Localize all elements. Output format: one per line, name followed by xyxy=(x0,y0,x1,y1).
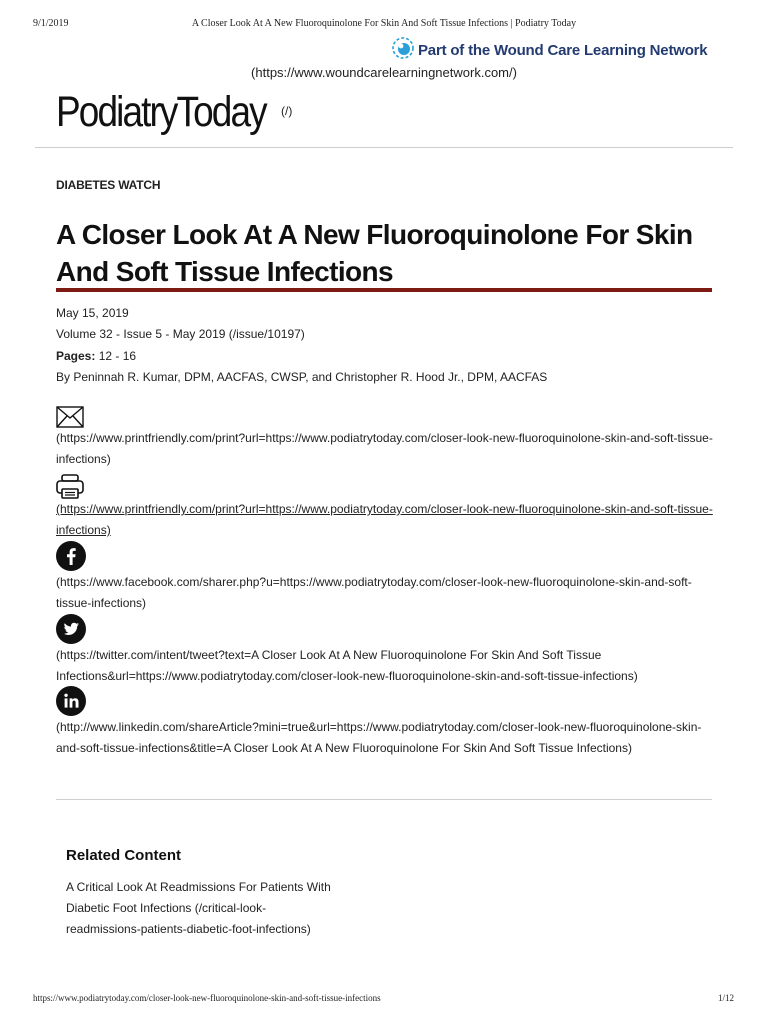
print-header-title: A Closer Look At A New Fluoroquinolone For Skin And Soft Tissue Infections | Podiatry Today xyxy=(191,18,577,29)
content-divider xyxy=(56,799,712,800)
network-banner[interactable] xyxy=(392,37,707,64)
article-date: May 15, 2019 xyxy=(56,306,129,320)
section-label[interactable]: DIABETES WATCH xyxy=(56,178,161,192)
header-divider xyxy=(35,147,733,148)
issue-link[interactable]: Volume 32 - Issue 5 - May 2019 (/issue/10197) xyxy=(56,327,305,341)
print-share-link[interactable]: (https://www.printfriendly.com/print?url=https://www.podiatrytoday.com/closer-look-new-fluoroquinolone-skin-and-soft-tissue-infections) xyxy=(56,502,713,537)
twitter-icon[interactable] xyxy=(56,614,86,649)
print-header-date: 9/1/2019 xyxy=(33,18,69,29)
article-byline: By Peninnah R. Kumar, DPM, AACFAS, CWSP, and Christopher R. Hood Jr., DPM, AACFAS xyxy=(56,370,548,384)
related-content-heading: Related Content xyxy=(66,847,182,864)
pages-value: 12 - 16 xyxy=(98,349,137,363)
network-label: Part of the Wound Care Learning Network xyxy=(418,42,708,59)
related-content-link[interactable]: A Critical Look At Readmissions For Patients With Diabetic Foot Infections (/critical-look-readmissions-patients-diabetic-foot-infections) xyxy=(66,880,331,936)
linkedin-share-link[interactable]: (http://www.linkedin.com/shareArticle?mini=true&url=https://www.podiatrytoday.com/closer-look-new-fluoroquinolone-skin-and-soft-tissue-infections&title=A Closer Look At A New Fluoroquinolone For Skin And Soft Tissue Infections) xyxy=(56,720,702,755)
facebook-icon[interactable] xyxy=(56,541,86,576)
print-footer-url: https://www.podiatrytoday.com/closer-look-new-fluoroquinolone-skin-and-soft-tissue-infections xyxy=(33,993,381,1003)
network-link[interactable]: (https://www.woundcarelearningnetwork.com/) xyxy=(251,65,517,80)
article-pages xyxy=(56,349,136,363)
home-link[interactable]: (/) xyxy=(281,104,293,118)
wound-care-network-logo-icon xyxy=(392,37,414,64)
print-footer-page-number: 1/12 xyxy=(717,993,734,1003)
pages-label: Pages: xyxy=(56,349,96,363)
article-title: A Closer Look At A New Fluoroquinolone For Skin And Soft Tissue Infections xyxy=(56,219,693,287)
title-underline xyxy=(56,288,712,292)
twitter-share-link[interactable]: (https://twitter.com/intent/tweet?text=A Closer Look At A New Fluoroquinolone For Skin And Soft Tissue Infections&url=https://www.podiatrytoday.com/closer-look-new-fluoroquinolone-skin-and-soft-tissue-infections) xyxy=(56,648,638,683)
site-logo[interactable]: PodiatryToday xyxy=(56,88,266,136)
facebook-share-link[interactable]: (https://www.facebook.com/sharer.php?u=https://www.podiatrytoday.com/closer-look-new-fluoroquinolone-skin-and-soft-tissue-infections) xyxy=(56,575,692,610)
email-share-link[interactable]: (https://www.printfriendly.com/print?url=https://www.podiatrytoday.com/closer-look-new-fluoroquinolone-skin-and-soft-tissue-infections) xyxy=(56,431,713,466)
linkedin-icon[interactable] xyxy=(56,686,86,721)
